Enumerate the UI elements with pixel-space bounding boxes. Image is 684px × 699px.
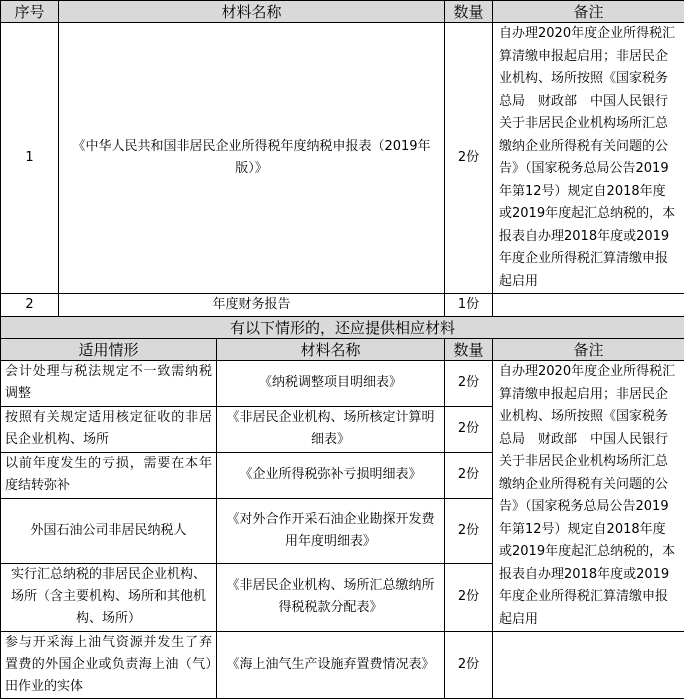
material-qty: 2份 <box>445 452 493 498</box>
material-name: 《企业所得税弥补亏损明细表》 <box>217 452 445 498</box>
material-qty: 2份 <box>445 406 493 452</box>
material-name: 《纳税调整项目明细表》 <box>217 361 445 407</box>
case-text: 参与开采海上油气资源并发生了弃置费的外国企业或负责海上油（气）田作业的实体 <box>1 632 217 699</box>
extra-note: 自办理2020年度企业所得税汇算清缴申报起启用；非居民企业机构、场所按照《国家税务总局 财政部 中国人民银行关于非居民企业机构场所汇总缴纳企业所得税有关问题的公告》（国家税务总局公告2019年第12号）规定自2018年度或2019年度起汇总纳税的，本报表自办理2018年度或2019年度企业所得税汇算清缴申报起启用 <box>493 361 684 632</box>
material-qty: 2份 <box>445 361 493 407</box>
col-header-qty-2: 数量 <box>445 339 493 361</box>
col-header-case: 适用情形 <box>1 339 217 361</box>
material-name: 《对外合作开采石油企业勘探开发费用年度明细表》 <box>217 498 445 563</box>
material-qty: 2份 <box>445 498 493 563</box>
material-note <box>493 294 684 317</box>
material-name: 年度财务报告 <box>59 294 445 317</box>
material-name: 《中华人民共和国非居民企业所得税年度纳税申报表（2019年版）》 <box>59 23 445 294</box>
case-text: 外国石油公司非居民纳税人 <box>1 498 217 563</box>
case-text: 实行汇总纳税的非居民企业机构、场所（含主要机构、场所和其他机构、场所） <box>1 563 217 631</box>
table-header-row-2 <box>1 339 684 361</box>
case-text: 会计处理与税法规定不一致需纳税调整 <box>1 361 217 407</box>
table-row <box>1 294 684 317</box>
material-note-empty <box>493 632 684 699</box>
material-note: 自办理2020年度企业所得税汇算清缴申报起启用；非居民企业机构、场所按照《国家税务总局 财政部 中国人民银行关于非居民企业机构场所汇总缴纳企业所得税有关问题的公告》（国家税务总局公告2019年第12号）规定自2018年度或2019年度起汇总纳税的，本报表自办理2018年度或2019年度企业所得税汇算清缴申报起启用 <box>493 23 684 294</box>
material-qty: 1份 <box>445 294 493 317</box>
section-row <box>1 317 684 339</box>
section-title: 有以下情形的，还应提供相应材料 <box>1 317 684 339</box>
case-text: 按照有关规定适用核定征收的非居民企业机构、场所 <box>1 406 217 452</box>
material-qty: 2份 <box>445 563 493 631</box>
table-row <box>1 361 684 407</box>
col-header-name-2: 材料名称 <box>217 339 445 361</box>
material-qty: 2份 <box>445 632 493 699</box>
material-qty: 2份 <box>445 23 493 294</box>
table-header-row <box>1 1 684 23</box>
table-row <box>1 23 684 294</box>
col-header-name: 材料名称 <box>59 1 445 23</box>
col-header-no: 序号 <box>1 1 59 23</box>
row-number: 1 <box>1 23 59 294</box>
row-number: 2 <box>1 294 59 317</box>
case-text: 以前年度发生的亏损，需要在本年度结转弥补 <box>1 452 217 498</box>
material-name: 《非居民企业机构、场所核定计算明细表》 <box>217 406 445 452</box>
col-header-note: 备注 <box>493 1 684 23</box>
table-row <box>1 632 684 699</box>
material-name: 《非居民企业机构、场所汇总缴纳所得税税款分配表》 <box>217 563 445 631</box>
col-header-note-2: 备注 <box>493 339 684 361</box>
col-header-qty: 数量 <box>445 1 493 23</box>
material-name: 《海上油气生产设施弃置费情况表》 <box>217 632 445 699</box>
